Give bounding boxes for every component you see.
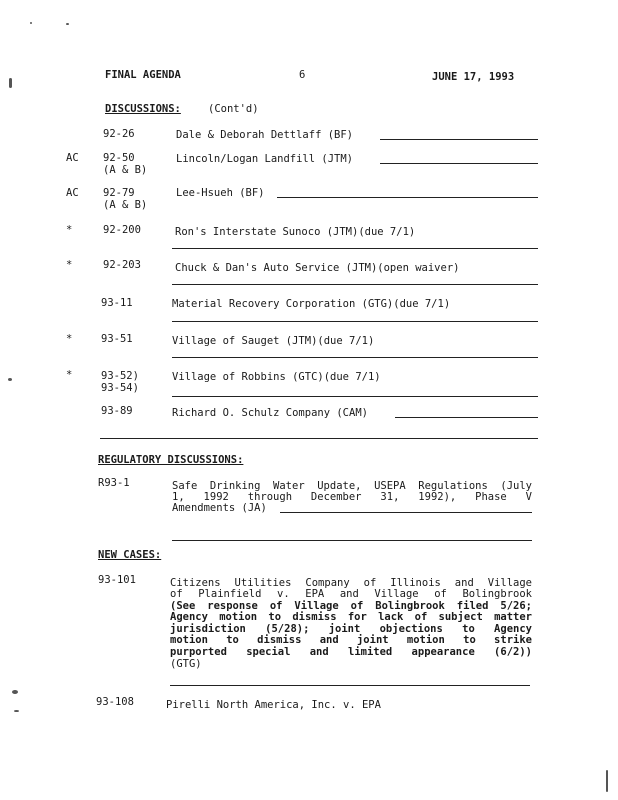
blank-line — [380, 139, 538, 140]
scan-speck — [8, 378, 12, 381]
blank-line — [380, 163, 538, 164]
blank-line — [172, 357, 538, 358]
docket-sub: 93-54) — [101, 382, 139, 394]
discussions-contd: (Cont'd) — [208, 103, 259, 115]
docket-number: 93-89 — [101, 405, 133, 417]
case-line: motion to dismiss and joint motion to strike — [170, 634, 532, 646]
case-title: Village of Robbins (GTC)(due 7/1) — [172, 371, 381, 383]
item-mark: AC — [66, 187, 79, 199]
blank-line — [395, 417, 538, 418]
case-title: Lincoln/Logan Landfill (JTM) — [176, 153, 354, 165]
docket-number: 93-108 — [96, 696, 134, 708]
case-title: Lee-Hsueh (BF) — [176, 187, 265, 199]
docket-number: 93-11 — [101, 297, 133, 309]
blank-line — [280, 512, 532, 513]
docket-number: 92-26 — [103, 128, 135, 140]
regulatory-line: Safe Drinking Water Update, USEPA Regulations (July — [172, 480, 532, 492]
docket-sub: (A & B) — [103, 164, 148, 176]
item-mark: * — [66, 333, 73, 345]
blank-line — [172, 248, 538, 249]
case-line: (See response of Village of Bolingbrook filed 5/26; — [170, 600, 532, 612]
scan-speck — [12, 690, 18, 694]
docket-number: 93-51 — [101, 333, 133, 345]
blank-line — [172, 321, 538, 322]
case-title: Village of Sauget (JTM)(due 7/1) — [172, 335, 375, 347]
scan-speck — [66, 23, 69, 25]
blank-line — [100, 438, 538, 439]
scan-speck — [9, 78, 12, 88]
docket-number: 93-52) — [101, 370, 139, 382]
docket-number: R93-1 — [98, 477, 130, 489]
blank-line — [277, 197, 538, 198]
case-title: Richard O. Schulz Company (CAM) — [172, 407, 368, 419]
blank-line — [172, 284, 538, 285]
docket-number: 92-50 — [103, 152, 135, 164]
item-mark: * — [66, 224, 73, 236]
new-cases-heading: NEW CASES: — [98, 549, 162, 561]
item-mark: AC — [66, 152, 79, 164]
blank-line — [172, 396, 538, 397]
case-line: of Plainfield v. EPA and Village of Bolingbrook — [170, 588, 532, 600]
case-line: jurisdiction (5/28); joint objections to Agency — [170, 623, 532, 635]
case-line: purported special and limited appearance (6/2)) — [170, 646, 532, 658]
item-mark: * — [66, 369, 73, 381]
scan-speck — [606, 770, 608, 792]
agenda-title: FINAL AGENDA — [105, 69, 181, 81]
case-title: Chuck & Dan's Auto Service (JTM)(open waiver) — [175, 262, 460, 274]
scan-speck — [30, 22, 32, 24]
scan-speck — [14, 710, 19, 712]
docket-number: 92-200 — [103, 224, 141, 236]
agenda-date: JUNE 17, 1993 — [432, 71, 515, 83]
item-mark: * — [66, 259, 73, 271]
regulatory-line: 1, 1992 through December 31, 1992), Phase V — [172, 491, 532, 503]
case-line: (GTG) — [170, 658, 202, 670]
case-line: Agency motion to dismiss for lack of subject matter — [170, 611, 532, 623]
docket-number: 93-101 — [98, 574, 136, 586]
docket-number: 92-203 — [103, 259, 141, 271]
case-title: Ron's Interstate Sunoco (JTM)(due 7/1) — [175, 226, 416, 238]
docket-sub: (A & B) — [103, 199, 148, 211]
case-title: Material Recovery Corporation (GTG)(due 7/1) — [172, 298, 451, 310]
regulatory-heading: REGULATORY DISCUSSIONS: — [98, 454, 244, 466]
case-line: Citizens Utilities Company of Illinois and Village — [170, 577, 532, 589]
case-line: Pirelli North America, Inc. v. EPA — [166, 699, 381, 711]
case-title: Dale & Deborah Dettlaff (BF) — [176, 129, 354, 141]
docket-number: 92-79 — [103, 187, 135, 199]
discussions-heading: DISCUSSIONS: — [105, 103, 181, 115]
blank-line — [170, 685, 530, 686]
regulatory-line: Amendments (JA) — [172, 502, 267, 514]
blank-line — [172, 540, 532, 541]
page-number: 6 — [299, 69, 306, 81]
